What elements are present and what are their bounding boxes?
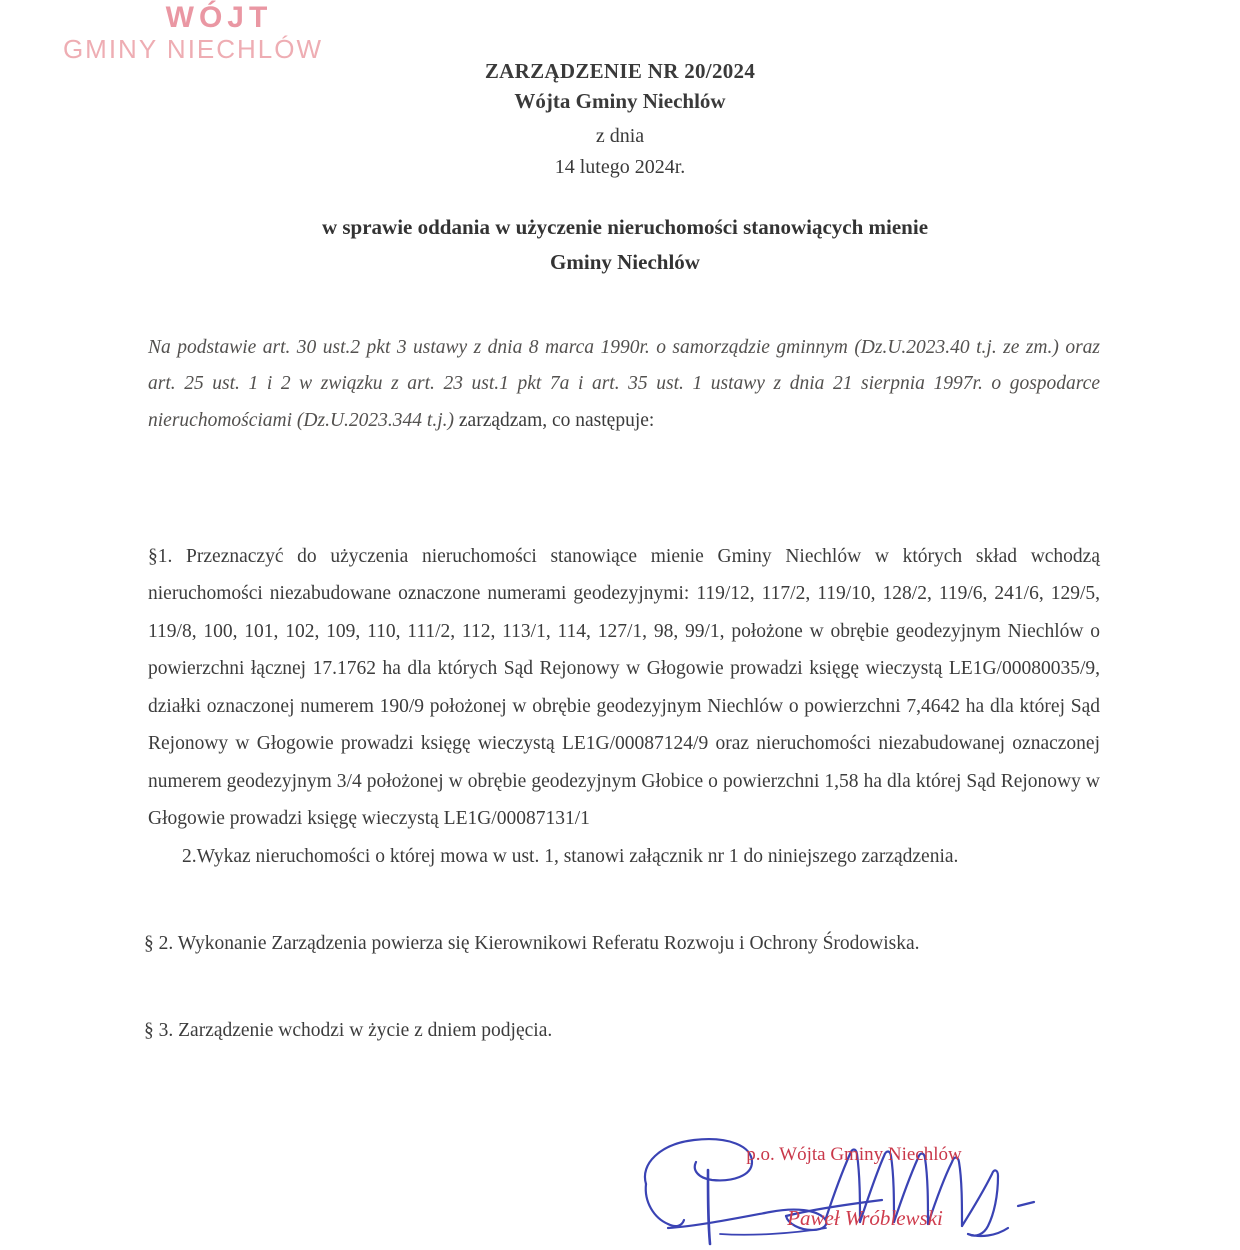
document-title-block [140,56,1100,182]
legal-basis-enacting-clause: zarządzam, co następuje: [458,409,655,431]
office-stamp-line1: WÓJT [165,1,273,34]
section-3-paragraph: § 3. Zarządzenie wchodzi w życie z dniem podjęcia. [144,1020,553,1041]
legal-basis-paragraph [148,330,1100,439]
document-date-label: z dnia [595,124,645,147]
section-2-paragraph: § 2. Wykonanie Zarządzenia powierza się Kierownikowi Referatu Rozwoju i Ochrony Środowiska. [144,933,920,954]
document-issuer: Wójta Gminy Niechlów [514,89,726,114]
signature-stamp-name: Paweł Wróblewski [787,1206,943,1230]
section-1-paragraph: §1. Przeznaczyć do użyczenia nieruchomości stanowiące mienie Gminy Niechlów w których skład wchodzą nieruchomości niezabudowane oznaczone numerami geodezyjnymi: 119/12, 117/2, 119/10, 128/2, 119/6, 241/6, 129/5, 119/8, 100, 101, 102, 109, 110, 111/2, 112, 113/1, 114, 127/1, 98, 99/1, położone w obrębie geodezyjnym Niechlów o powierzchni łącznej 17.1762 ha dla których Sąd Rejonowy w Głogowie prowadzi księgę wieczystą LE1G/00080035/9, działki oznaczonej numerem 190/9 położonej w obrębie geodezyjnym Niechlów o powierzchni 7,4642 ha dla której Sąd Rejonowy w Głogowie prowadzi księgę wieczystą LE1G/00087124/9 oraz nieruchomości niezabudowanej oznaczonej numerem geodezyjnym 3/4 położonej w obrębie geodezyjnym Głobice o powierzchni 1,58 ha dla której Sąd Rejonowy w Głogowie prowadzi księgę wieczystą LE1G/00087131/1 [148,546,1100,830]
office-stamp-line2: GMINY NIECHLÓW [62,34,324,65]
document-date: 14 lutego 2024r. [554,155,686,178]
legal-basis-citation: Na podstawie art. 30 ust.2 pkt 3 ustawy z dnia 8 marca 1990r. o samorządzie gminnym (Dz.U.2023.40 t.j. ze zm.) oraz art. 25 ust. 1 i 2 w związku z art. 23 ust.1 pkt 7a i art. 35 ust. 1 ustawy z dnia 21 sierpnia 1997r. o gospodarce nieruchomościami (Dz.U.2023.344 t.j.) [148,337,1100,431]
document-number: ZARZĄDZENIE NR 20/2024 [484,59,756,83]
document-subject-line1: w sprawie oddania w użyczenie nieruchomości stanowiących mienie [321,215,929,239]
signature-block [620,1118,1080,1250]
document-subject [160,210,1090,279]
document-subject-line2: Gminy Niechlów [550,249,700,274]
signature-stamp-title: p.o. Wójta Gminy Niechlów [746,1144,962,1165]
office-stamp-header [58,2,338,63]
section-1-point-2: 2.Wykaz nieruchomości o której mowa w ust. 1, stanowi załącznik nr 1 do niniejszego zarządzenia. [182,846,959,867]
